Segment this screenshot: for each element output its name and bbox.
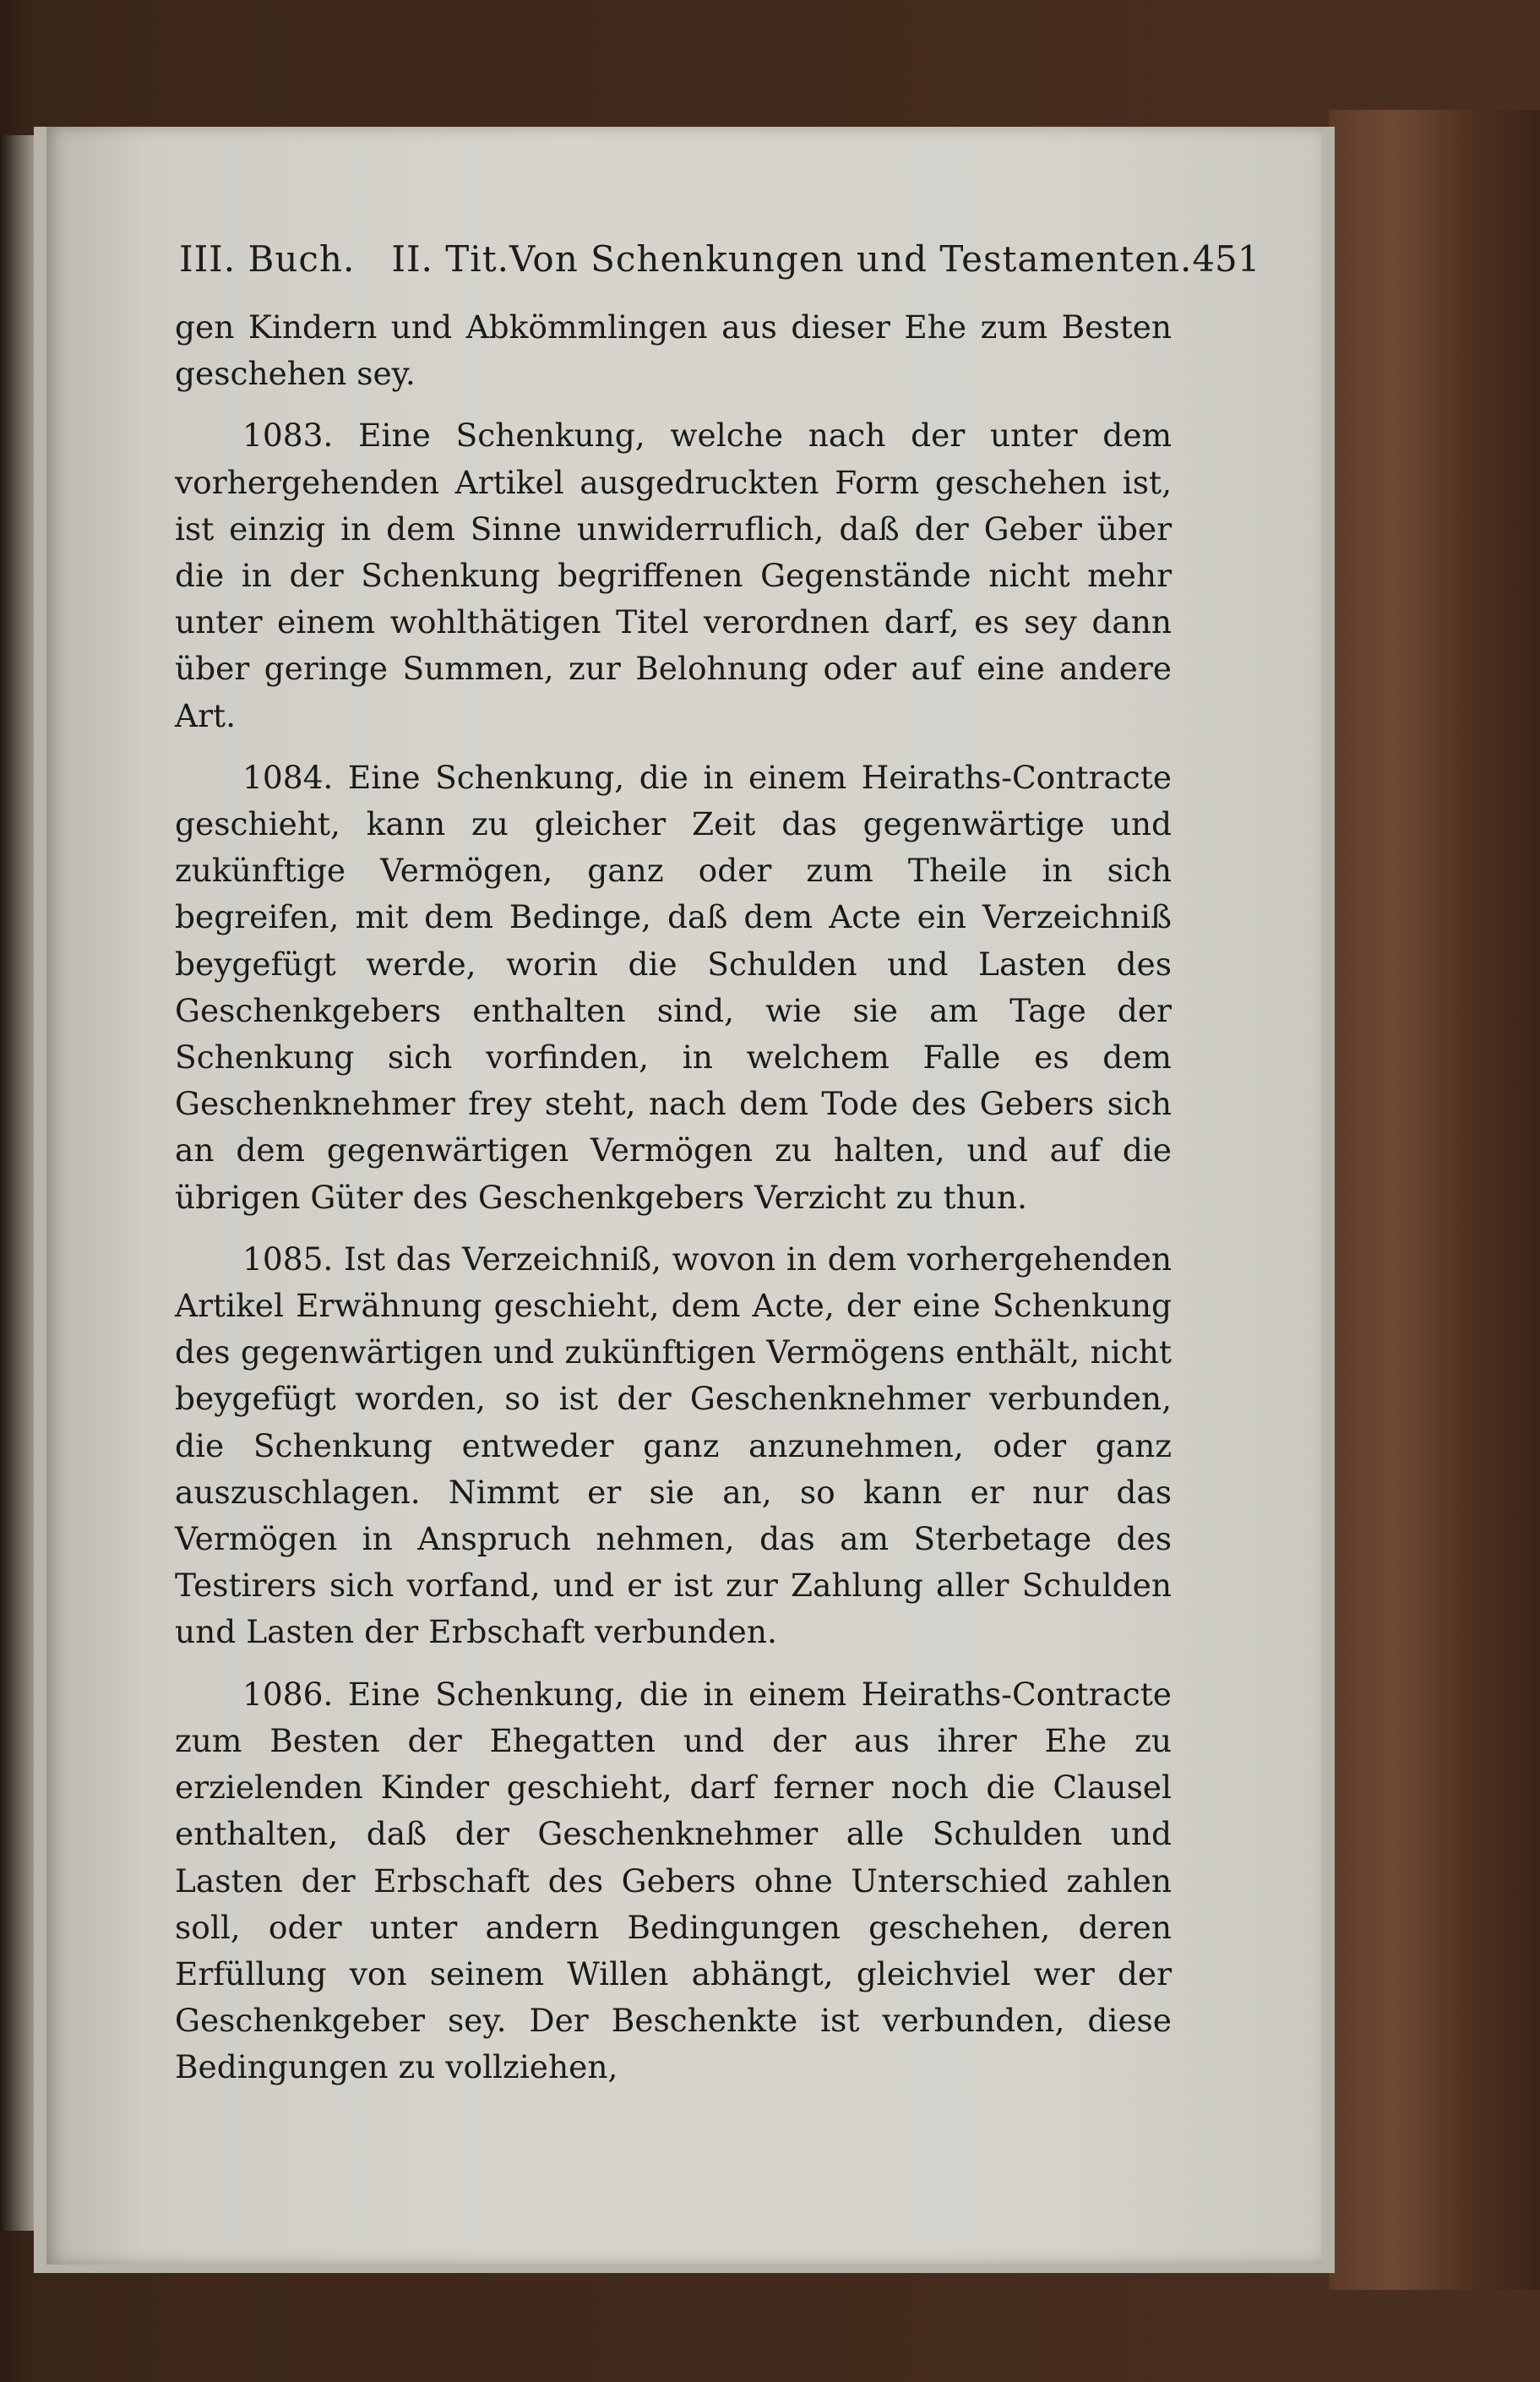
- page-number: 451: [1192, 238, 1260, 280]
- paragraph-1083: 1083. Eine Schenkung, welche nach der unter dem vorhergehenden Artikel ausgedruckten Form geschehen ist, ist einzig in dem Sinne unwiderruflich, daß der Geber über die in der Schenkung begriffenen Gegenstände nicht mehr unter einem wohlthätigen Titel verordnen darf, es sey dann über geringe Summen, zur Belohnung oder auf eine andere Art.: [175, 417, 1172, 734]
- page-body: [175, 304, 1172, 2091]
- previous-page-edge: [0, 135, 34, 2231]
- running-header: [179, 238, 1260, 289]
- paragraph-continuation: gen Kindern und Abkömmlingen aus dieser Ehe zum Besten geschehen sey.: [175, 308, 1172, 393]
- book-cover-edge: [1329, 110, 1540, 2290]
- header-book: III. Buch.: [179, 238, 356, 280]
- paragraph-1085: 1085. Ist das Verzeichniß, wovon in dem vorhergehenden Artikel Erwähnung geschieht, dem Acte, der eine Schenkung des gegenwärtigen und zukünftigen Vermögens enthält, nicht beygefügt worden, so ist der Geschenknehmer verbunden, die Schenkung entweder ganz anzunehmen, oder ganz auszuschlagen. Nimmt er sie an, so kann er nur das Vermögen in Anspruch nehmen, das am Sterbetage des Testirers sich vorfand, und er ist zur Zahlung aller Schulden und Lasten der Erbschaft verbunden.: [175, 1240, 1172, 1651]
- paragraph-1084: 1084. Eine Schenkung, die in einem Heiraths-Contracte geschieht, kann zu gleicher Zeit das gegenwärtige und zukünftige Vermögen, ganz oder zum Theile in sich begreifen, mit dem Bedinge, daß dem Acte ein Verzeichniß beygefügt werde, worin die Schulden und Lasten des Geschenkgebers enthalten sind, wie sie am Tage der Schenkung sich vorfinden, in welchem Falle es dem Geschenknehmer frey steht, nach dem Tode des Gebers sich an dem gegenwärtigen Vermögen zu halten, und auf die übrigen Güter des Geschenkgebers Verzicht zu thun.: [175, 758, 1172, 1216]
- paragraph-1086: 1086. Eine Schenkung, die in einem Heiraths-Contracte zum Besten der Ehegatten und der aus ihrer Ehe zu erzielenden Kinder geschieht, darf ferner noch die Clausel enthalten, daß der Geschenknehmer alle Schulden und Lasten der Erbschaft des Gebers ohne Unterschied zahlen soll, oder unter andern Bedingungen geschehen, deren Erfüllung von seinem Willen abhängt, gleichviel wer der Geschenkgeber sey. Der Beschenkte ist verbunden, diese Bedingungen zu vollziehen,: [175, 1675, 1172, 2086]
- header-subject: Von Schenkungen und Testamenten.: [509, 238, 1193, 280]
- header-title: II. Tit.: [391, 238, 509, 280]
